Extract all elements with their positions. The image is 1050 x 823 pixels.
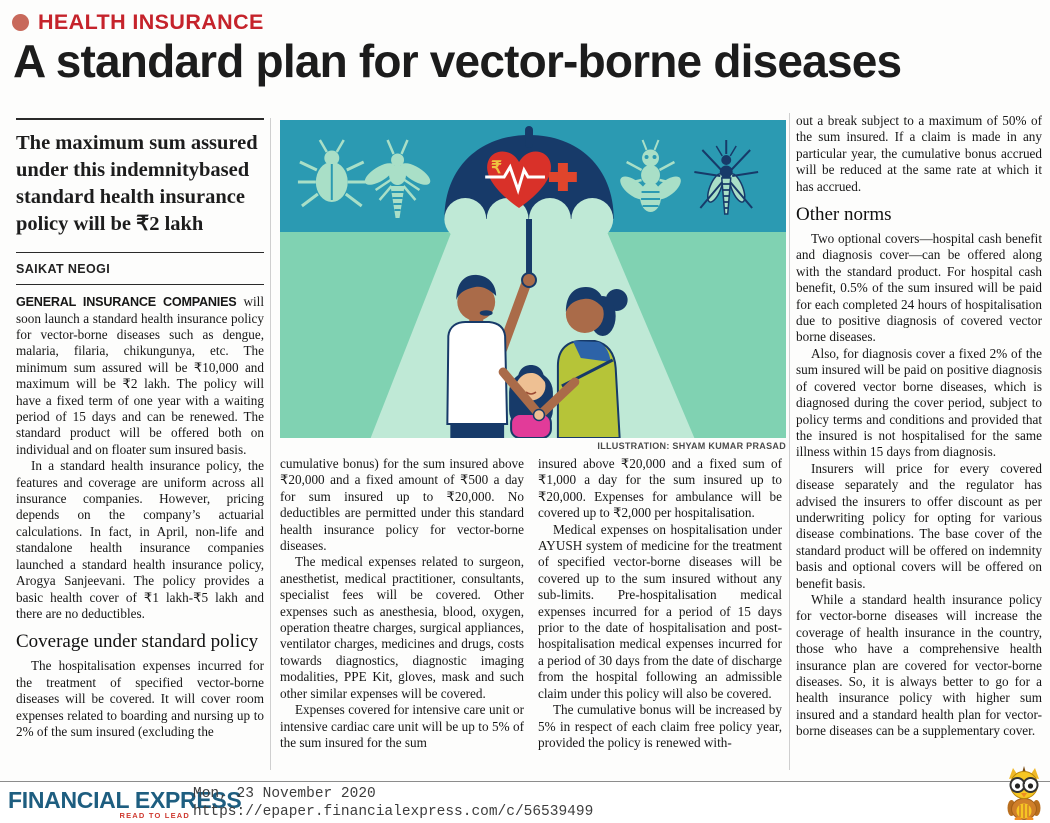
capture-stamp [193,785,593,821]
column-divider [270,118,271,770]
epaper-url[interactable]: https://epaper.financialexpress.com/c/56539499 [193,804,594,820]
article-paragraph: insured above ₹20,000 and a fixed sum of ₹1,000 a day for the sum insured up to ₹20,000. Expenses for ambulance will be covered up to ₹2,000 per hospitalisation. [538,456,782,521]
kicker-dot-icon [12,14,29,31]
financial-express-logo [8,787,242,820]
rupee-symbol: ₹ [491,157,502,178]
article-paragraph: Expenses covered for intensive care unit or intensive cardiac care unit will be up to 5% of the sum insured for the sum [280,702,524,750]
headline: A standard plan for vector-borne diseases [13,35,902,87]
article-paragraph: Two optional covers—hospital cash benefit and diagnosis cover—can be offered along with the standard product. For hospital cash benefit, 0.5% of the sum insured will be paid for each completed 24 hours of hospitalisation due to positive diagnosis of covered vector borne diseases. [796,231,1042,345]
family-umbrella-illustration-icon [280,120,786,438]
lead-in-text: will soon launch a standard health insurance policy for vector-borne diseases such as dengue, malaria, filaria, chikungunya, etc. The minimum sum assured will be ₹10,000 and maximum will be ₹2 lakh. The policy will have a fixed term of one year with a waiting period of 15 days and can be renewed. The standard product will be offered both on individual and on floater sum insured basis. [16,294,264,457]
article-paragraph: Insurers will price for every covered disease separately and the regulator has advised the insurers to offer discount as per underwriting policy for opting for various disease combinations. The base cover of the standard product will be offered on indemnity basis and optional covers will be offered on benefit basis. [796,460,1042,591]
byline: SAIKAT NEOGI [16,253,264,285]
illustration-credit: ILLUSTRATION: SHYAM KUMAR PRASAD [597,441,786,451]
article-column-2 [280,456,524,772]
brand-name: FINANCIAL EXPRESS [8,787,242,813]
brand-tagline: READ TO LEAD [119,811,190,820]
kicker [12,10,264,35]
epaper-footer [0,781,1050,823]
article-column-3 [538,456,782,772]
article-paragraph: The medical expenses related to surgeon, anesthetist, medical practitioner, consultants, specialist fees will be covered. Other expenses such as anesthesia, blood, oxygen, operation theatre charges, surgical appliances, ventilator charges, medicines and drugs, costs towards diagnostics, diagnostic imaging modalities, PPE Kit, gloves, mask and such other similar expenses will be covered. [280,554,524,701]
article-column-4 [796,113,1042,773]
column-divider [789,113,790,770]
article-paragraph [16,294,264,458]
capture-date: Mon, 23 November 2020 [193,786,376,802]
kicker-label: HEALTH INSURANCE [38,10,264,34]
article-paragraph: cumulative bonus) for the sum insured above ₹20,000 and a fixed amount of ₹500 a day for sum insured up to ₹20,000. No deductibles are permitted under this standard health insurance policy for vector-borne diseases. [280,456,524,554]
section-heading: Other norms [796,204,892,226]
owl-mascot-icon [1001,766,1047,820]
article-paragraph: Also, for diagnosis cover a fixed 2% of the sum insured will be paid on positive diagnosis of covered vector borne diseases, which is diagnosed during the cover period, subject to policy terms and conditions and provided that the insured is not hospitalised for the same illness within 15 days from diagnosis. [796,345,1042,460]
article-paragraph: While a standard health insurance policy for vector-borne diseases will increase the coverage of health insurance in the country, those who have a comprehensive health insurance plan are covered for vector-borne diseases. So, it is always better to go for a health insurance policy with higher sum insured and a standard health plan for vector-borne diseases can be a supplementary cover. [796,591,1042,739]
article-paragraph: The cumulative bonus will be increased by 5% in respect of each claim free policy year, provided the policy is renewed with- [538,702,782,750]
article-paragraph: Medical expenses on hospitalisation under AYUSH system of medicine for the treatment of specified vector-borne diseases will be covered up to the sum insured without any sub-limits. Pre-hospitalisation medical expenses incurred for a period of 15 days prior to the date of hospitalisation and post-hospitalisation medical expenses incurred for a period of 30 days from the date of discharge from the hospital following an admissible claim under this policy will also be covered. [538,521,782,701]
article-paragraph: out a break subject to a maximum of 50% of the sum insured. If a claim is made in any particular year, the cumulative bonus accrued will be reduced at the same rate at which it has accrued. [796,113,1042,194]
article-paragraph: In a standard health insurance policy, the features and coverage are uniform across all insurance companies. However, pricing depends on the company’s actuarial calculations. In fact, in April, non-life and standalone health insurance companies launched a standard health insurance policy, Arogya Sanjeevani. The policy provides a basic health cover of ₹1 lakh-₹5 lakh and there are no deductibles. [16,458,264,621]
illustration [280,120,786,438]
article-paragraph: The hospitalisation expenses incurred for the treatment of specified vector-borne diseases will be covered. It will cover room expenses related to boarding and nursing up to 2% of the sum insured (excluding the [16,658,264,739]
standfirst: The maximum sum assured under this indemnitybased standard health insurance policy will be ₹2 lakh [16,118,264,253]
section-heading: Coverage under standard policy [16,631,259,653]
lead-in-caps: GENERAL INSURANCE COMPANIES [16,295,237,310]
article-column-1 [16,118,264,773]
